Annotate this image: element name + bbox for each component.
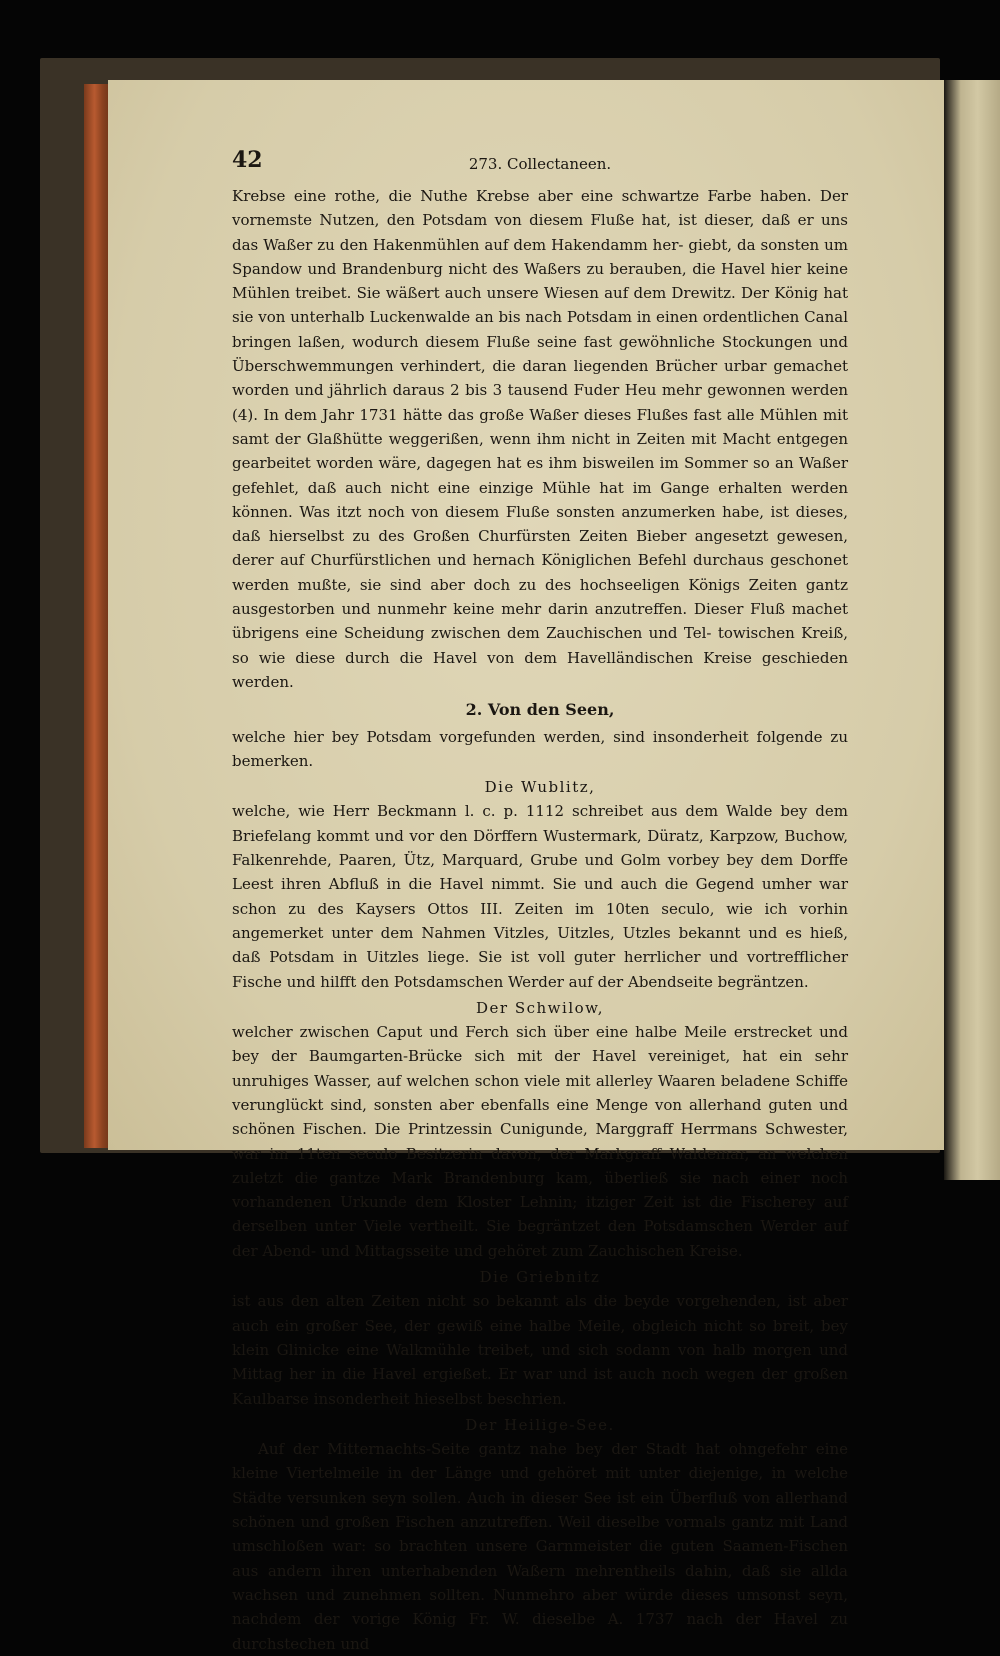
heading-griebnitz: Die Griebnitz [479,1268,601,1287]
paragraph-heilige-see: Auf der Mitternachts-Seite gantz nahe bey der Stadt hat ohngefehr eine kleine Viertelmeile in der Länge und gehöret mit unter diejenige, in welche Städte versunken seyn sollen. Auch in dieser See ist ein Überfluß von allerhand schönen und großen Fischen anzutreffen. Weil dieselbe vormals gantz mit Land umschloßen war: so brachten unsere Garnmeister die guten Saamen-Fischen aus andern ihren unterhabenden Waßern mehrentheils dahin, daß sie allda wachsen und zunehmen sollten. Nunmehro aber würde dieses umsonst seyn, nachdem der vorige König Fr. W. dieselbe A. 1737 nach der Havel zu durchstechen und [232,1440,848,1653]
facing-page-edge [944,80,1000,1180]
running-head: 273. Collectaneen. [468,155,612,173]
section-intro: welche hier bey Potsdam vorgefunden werden, sind insonderheit folgende zu bemerken. [232,727,848,770]
heading-schwilow: Der Schwilow, [476,998,604,1017]
page-number: 42 [232,147,263,173]
page-text-block [232,148,848,1656]
heading-wublitz: Die Wublitz, [484,778,596,797]
heading-heilige-see: Der Heilige-See. [465,1415,615,1434]
paragraph-wublitz: welche, wie Herr Beckmann l. c. p. 1112 schreibet aus dem Walde bey dem Briefelang kommt und vor den Dörffern Wustermark, Düratz, Karpzow, Buchow, Falkenrehde, Paaren, Ütz, Marquard, Grube und Golm vorbey bey dem Dorffe Leest ihren Abfluß in die Havel nimmt. Sie und auch die Gegend umher war schon zu des Kaysers Ottos III. Zeiten im 10ten seculo, wie ich vorhin angemerket unter dem Nahmen Vitzles, Uitzles, Utzles bekannt und es hieß, daß Potsdam in Uitzles liege. Sie ist voll guter herrlicher und vortrefflicher Fische und hilfft den Potsdamschen Werder auf der Abendseite begräntzen. [232,802,848,991]
section-title-seen: 2. Von den Seen, [465,700,615,720]
page-edge-stack [84,84,110,1148]
paragraph-schwilow: welcher zwischen Caput und Ferch sich über eine halbe Meile erstrecket und bey der Baumgarten-Brücke sich mit der Havel vereiniget, hat ein sehr unruhiges Wasser, auf welchen schon viele mit allerley Waaren beladene Schiffe verunglückt sind, sonsten aber ebenfalls eine Menge von allerhand guten und schönen Fischen. Die Printzessin Cunigunde, Marggraff Herrmans Schwester, war im 11ten seculo Besitzerin davon, der Markgraff Waldemar, an welchen zuletzt die gantze Mark Brandenburg kam, überließ sie nach einer noch vorhandenen Urkunde dem Kloster Lehnin; itziger Zeit ist die Fischerey auf derselben unter Viele vertheilt. Sie begräntzet den Potsdamschen Werder auf der Abend- und Mittagsseite und gehöret zum Zauchischen Kreise. [232,1023,848,1260]
paragraph-griebnitz: ist aus den alten Zeiten nicht so bekannt als die beyde vorgehenden, ist aber auch ein großer See, der gewiß eine halbe Meile, obgleich nicht so breit, bey klein Glinicke eine Walkmühle treibet, und sich sodann von halb morgen und Mittag her in die Havel ergießet. Er war und ist auch noch wegen der großen Kaulbarse insonderheit hieselbst beschrien. [232,1292,848,1408]
page-header [232,148,848,184]
paragraph-nuthe: Krebse eine rothe, die Nuthe Krebse aber eine schwartze Farbe haben. Der vornemste Nutzen, den Potsdam von diesem Fluße hat, ist dieser, daß er uns das Waßer zu den Hakenmühlen auf dem Hakendamm her- giebt, da sonsten um Spandow und Brandenburg nicht des Waßers zu berauben, die Havel hier keine Mühlen treibet. Sie wäßert auch unsere Wiesen auf dem Drewitz. Der König hat sie von unterhalb Luckenwalde an bis nach Potsdam in einen ordentlichen Canal bringen laßen, wodurch diesem Fluße seine fast gewöhnliche Stockungen und Überschwemmungen verhindert, die daran liegenden Brücher urbar gemachet worden und jährlich daraus 2 bis 3 tausend Fuder Heu mehr gewonnen werden (4). In dem Jahr 1731 hätte das große Waßer dieses Flußes fast alle Mühlen mit samt der Glaßhütte weggerißen, wenn ihm nicht in Zeiten mit Macht entgegen gearbeitet worden wäre, dagegen hat es ihm bisweilen im Sommer so an Waßer gefehlet, daß auch nicht eine einzige Mühle hat im Gange erhalten werden können. Was itzt noch von diesem Fluße sonsten anzumerken habe, ist dieses, daß hierselbst zu des Großen Churfürsten Zeiten Bieber angesetzt gewesen, derer auf Churfürstlichen und hernach Königlichen Befehl durchaus geschonet werden mußte, sie sind aber doch zu des hochseeligen Königs Zeiten gantz ausgestorben und nunmehr keine mehr darin anzutreffen. Dieser Fluß machet übrigens eine Scheidung zwischen dem Zauchischen und Tel- towischen Kreiß, so wie diese durch die Havel von dem Havelländischen Kreise geschieden werden. [232,187,848,691]
